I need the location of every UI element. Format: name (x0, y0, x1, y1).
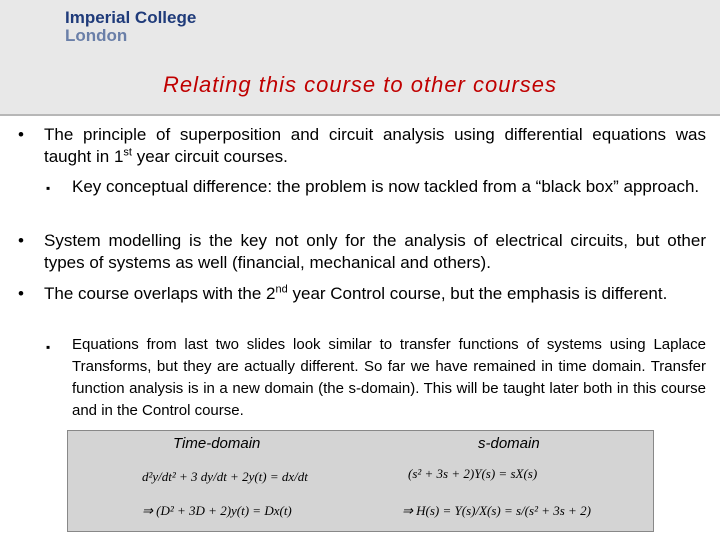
time-domain-label: Time-domain (173, 435, 261, 452)
sub-bullet-2: Equations from last two slides look similar to transfer functions of systems using Laplace Transforms, but they are actually different. So far we have remained in time domain. Transfer function analysis is in a new domain (the s-domain). This will be taught later both in this course and in the Control course. (72, 336, 706, 419)
bullet-marker: • (18, 231, 24, 250)
slide-title: Relating this course to other courses (162, 72, 558, 97)
logo-line-1: Imperial College (65, 8, 197, 27)
bullet-1-text-a: The principle of superposition and circuit analysis using differential equations was taught in 1 (44, 125, 706, 166)
slide-header (0, 0, 720, 116)
bullet-marker: • (18, 125, 24, 144)
time-domain-equation: d²y/dt² + 3 dy/dt + 2y(t) = dx/dt (142, 469, 308, 484)
bullet-marker: • (18, 284, 24, 303)
s-domain-equation: (s² + 3s + 2)Y(s) = sX(s) (408, 466, 538, 481)
bullet-1-text-b: year circuit courses. (131, 147, 288, 166)
transfer-function-equation: ⇒ H(s) = Y(s)/X(s) = s/(s² + 3s + 2) (402, 503, 591, 518)
bullet-3-text-b: year Control course, but the emphasis is different. (287, 284, 668, 303)
time-domain-operator-equation: ⇒ (D² + 3D + 2)y(t) = Dx(t) (142, 503, 292, 518)
s-domain-label: s-domain (478, 435, 540, 452)
sub-bullet-marker: ▪ (46, 181, 51, 195)
bullet-3-sup: nd (275, 283, 288, 296)
bullet-1 (44, 124, 706, 168)
bullet-3 (44, 283, 706, 305)
equation-box (67, 430, 654, 532)
bullet-1-sup: st (123, 146, 132, 159)
imperial-college-logo (65, 9, 196, 45)
logo-line-2: London (65, 26, 128, 45)
bullet-3-text-a: The course overlaps with the 2 (44, 284, 276, 303)
sub-bullet-1: Key conceptual difference: the problem is now tackled from a “black box” approach. (72, 177, 700, 196)
sub-bullet-marker: ▪ (46, 340, 51, 354)
bullet-2: System modelling is the key not only for the analysis of electrical circuits, but other types of systems as well (financial, mechanical and others). (44, 231, 706, 272)
